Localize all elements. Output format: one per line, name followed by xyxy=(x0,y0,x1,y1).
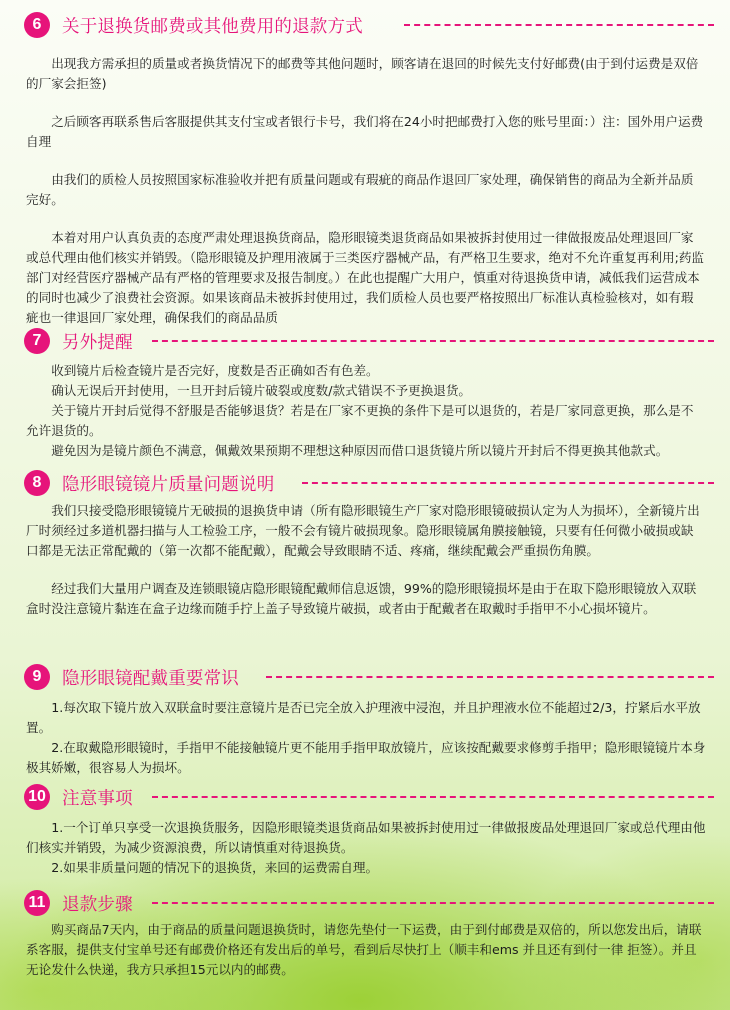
section-11 xyxy=(0,888,730,980)
section-10 xyxy=(0,782,730,878)
section-title: 关于退换货邮费或其他费用的退款方式 xyxy=(62,17,363,37)
list-line: 2.如果非质量问题的情况下的退换货，来回的运费需自理。 xyxy=(51,860,379,875)
section-header xyxy=(0,888,730,918)
section-number-badge: 6 xyxy=(24,12,50,38)
section-number-badge: 10 xyxy=(24,784,50,810)
section-number-badge: 8 xyxy=(24,470,50,496)
paragraph: 经过我们大量用户调查及连锁眼镜店隐形眼镜配戴师信息返馈，99%的隐形眼镜损坏是由于在取下隐形眼镜放入双联盒时没注意镜片黏连在盒子边缘而随手拧上盖子导致镜片破损，或者由于配戴者在取戴时手指甲不小心损坏镜片。 xyxy=(26,581,697,616)
section-title: 隐形眼镜配戴重要常识 xyxy=(62,669,239,689)
paragraph: 购买商品7天内，由于商品的质量问题退换货时，请您先垫付一下运费，由于到付邮费是双倍的，所以您发出后，请联系客服，提供支付宝单号还有邮费价格还有发出后的单号，看到后尽快打上（顺丰和ems 并且还有到付一律 拒签）。并且无论发什么快递，我方只承担15元以内的邮费。 xyxy=(26,922,702,977)
dashed-divider xyxy=(152,902,714,904)
dashed-divider xyxy=(152,796,714,798)
list-line: 1.一个订单只享受一次退换货服务，因隐形眼镜类退货商品如果被拆封使用过一律做报废品处理退回厂家或总代理由他们核实并销毁，为减少资源浪费，所以请慎重对待退换货。 xyxy=(26,820,706,855)
section-number-badge: 11 xyxy=(24,890,50,916)
section-title: 退款步骤 xyxy=(62,895,133,915)
list-line: 确认无误后开封使用，一旦开封后镜片破裂或度数/款式错误不予更换退货。 xyxy=(51,383,472,398)
section-title: 隐形眼镜镜片质量问题说明 xyxy=(62,475,275,495)
section-header xyxy=(0,468,730,498)
section-header xyxy=(0,10,730,40)
section-header xyxy=(0,782,730,812)
paragraph: 本着对用户认真负责的态度严肃处理退换货商品，隐形眼镜类退货商品如果被拆封使用过一律做报废品处理退回厂家或总代理由他们核实并销毁。（隐形眼镜及护理用液属于三类医疗器械产品，有严格卫生要求，绝对不允许重复再利用;药监部门对经营医疗器械产品有严格的管理要求及报告制度。）在此也提醒广大用户，慎重对待退换货申请，减低我们运营成本的同时也减少了浪费社会资源。如果该商品未被拆封使用过，我们质检人员也要严格按照出厂标准认真检验核对，如有瑕疵也一律退回厂家处理，确保我们的商品品质 xyxy=(26,230,705,325)
section-9 xyxy=(0,662,730,778)
section-header xyxy=(0,326,730,356)
paragraph: 我们只接受隐形眼镜镜片无破损的退换货申请（所有隐形眼镜生产厂家对隐形眼镜破损认定为人为损坏），全新镜片出厂时须经过多道机器扫描与人工检验工序，一般不会有镜片破损现象。隐形眼镜属角膜接触镜，只要有任何微小破损或缺口都是无法正常配戴的（第一次都不能配戴），配戴会导致眼睛不适、疼痛，继续配戴会严重损伤角膜。 xyxy=(26,503,700,558)
list-line: 收到镜片后检查镜片是否完好，度数是否正确如否有色差。 xyxy=(51,363,379,378)
section-8 xyxy=(0,468,730,619)
section-number-badge: 9 xyxy=(24,664,50,690)
dashed-divider xyxy=(152,340,714,342)
section-7 xyxy=(0,326,730,461)
list-line: 2.在取戴隐形眼镜时，手指甲不能接触镜片更不能用手指甲取放镜片，应该按配戴要求修剪手指甲；隐形眼镜镜片本身极其娇嫩，很容易人为损坏。 xyxy=(26,740,706,775)
paragraph: 之后顾客再联系售后客服提供其支付宝或者银行卡号，我们将在24小时把邮费打入您的账号里面：）注：国外用户运费自理 xyxy=(26,114,704,149)
section-number-badge: 7 xyxy=(24,328,50,354)
list-line: 1.每次取下镜片放入双联盒时要注意镜片是否已完全放入护理液中浸泡，并且护理液水位不能超过2/3，拧紧后水平放置。 xyxy=(26,700,701,735)
dashed-divider xyxy=(266,676,714,678)
section-title: 注意事项 xyxy=(62,789,133,809)
paragraph: 由我们的质检人员按照国家标准验收并把有质量问题或有瑕疵的商品作退回厂家处理，确保销售的商品为全新并品质完好。 xyxy=(26,172,694,207)
dashed-divider xyxy=(302,482,714,484)
section-6 xyxy=(0,10,730,328)
dashed-divider xyxy=(404,24,714,26)
section-title: 另外提醒 xyxy=(62,333,133,353)
section-header xyxy=(0,662,730,692)
list-line: 关于镜片开封后觉得不舒服是否能够退货？若是在厂家不更换的条件下是可以退货的，若是厂家同意更换，那么是不允许退货的。 xyxy=(26,403,694,438)
list-line: 避免因为是镜片颜色不满意，佩戴效果预期不理想这种原因而借口退货镜片所以镜片开封后不得更换其他款式。 xyxy=(51,443,669,458)
paragraph: 出现我方需承担的质量或者换货情况下的邮费等其他问题时，顾客请在退回的时候先支付好邮费(由于到付运费是双倍的厂家会拒签) xyxy=(26,56,699,91)
